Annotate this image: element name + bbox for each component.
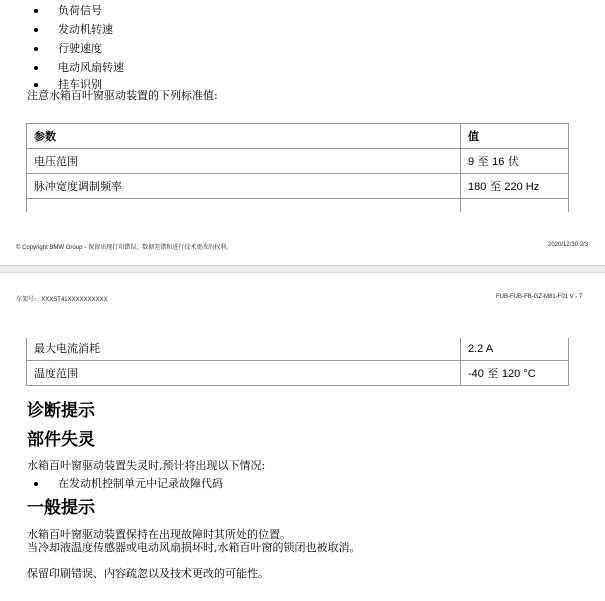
bullet-dot-icon	[34, 482, 38, 486]
spec-table-bottom-clip	[26, 338, 569, 391]
spec-table-top-clip	[26, 123, 569, 212]
bullet-dot-icon	[34, 28, 38, 32]
general-line-1: 水箱百叶窗驱动装置保持在出现故障时其所处的位置。	[27, 528, 291, 541]
page-header-doc-id: FUB-FUB-FB-GZ-M81-F01 V - 7	[496, 294, 583, 300]
spec-table	[26, 123, 569, 212]
note-text: 注意水箱百叶窗驱动装置的下列标准值:	[27, 89, 218, 102]
table-row	[27, 174, 569, 199]
table-header-row	[27, 124, 569, 149]
param-cell: 脉冲宽度调制频率	[27, 174, 461, 199]
value-cell: 180 至 220 Hz	[461, 174, 569, 199]
table-row	[27, 199, 569, 213]
value-cell: -40 至 120 °C	[461, 361, 569, 386]
general-title: 一般提示	[27, 498, 95, 518]
page-footer-copyright: © Copyright BMW Group - 保留出现打印错误、数据差错和进行技术更改的权利。	[16, 244, 233, 251]
page-separator	[0, 265, 605, 273]
bullet-dot-icon	[34, 83, 38, 87]
column-header-param: 参数	[27, 124, 461, 149]
disclaimer-text: 保留印刷错误、内容疏忽以及技术更改的可能性。	[27, 567, 269, 580]
value-cell: 2.2 A	[461, 338, 569, 361]
bullet-dot-icon	[34, 9, 38, 13]
table-row	[27, 338, 569, 361]
table-row	[27, 361, 569, 386]
page-header-vin: 车架号: : XXXST41XXXXXXXXXX	[16, 296, 108, 303]
table-row	[27, 149, 569, 174]
diag-title: 诊断提示	[27, 401, 95, 421]
column-header-value: 值	[461, 124, 569, 149]
failure-text: 水箱百叶窗驱动装置失灵时,预计将出现以下情况:	[27, 459, 266, 472]
general-line-2: 当冷却液温度传感器或电动风扇损坏时,水箱百叶窗的锁闭也被取消。	[27, 541, 361, 554]
param-cell: 电压范围	[27, 149, 461, 174]
page-footer-date: 2020/12/30 2/3	[548, 242, 589, 248]
param-cell: 温度范围	[27, 361, 461, 386]
failure-title: 部件失灵	[27, 430, 95, 450]
bullet-dot-icon	[34, 66, 38, 70]
value-cell: 9 至 16 伏	[461, 149, 569, 174]
bullet-dot-icon	[34, 47, 38, 51]
spec-table-continued	[26, 338, 569, 386]
param-cell: 最大电流消耗	[27, 338, 461, 361]
